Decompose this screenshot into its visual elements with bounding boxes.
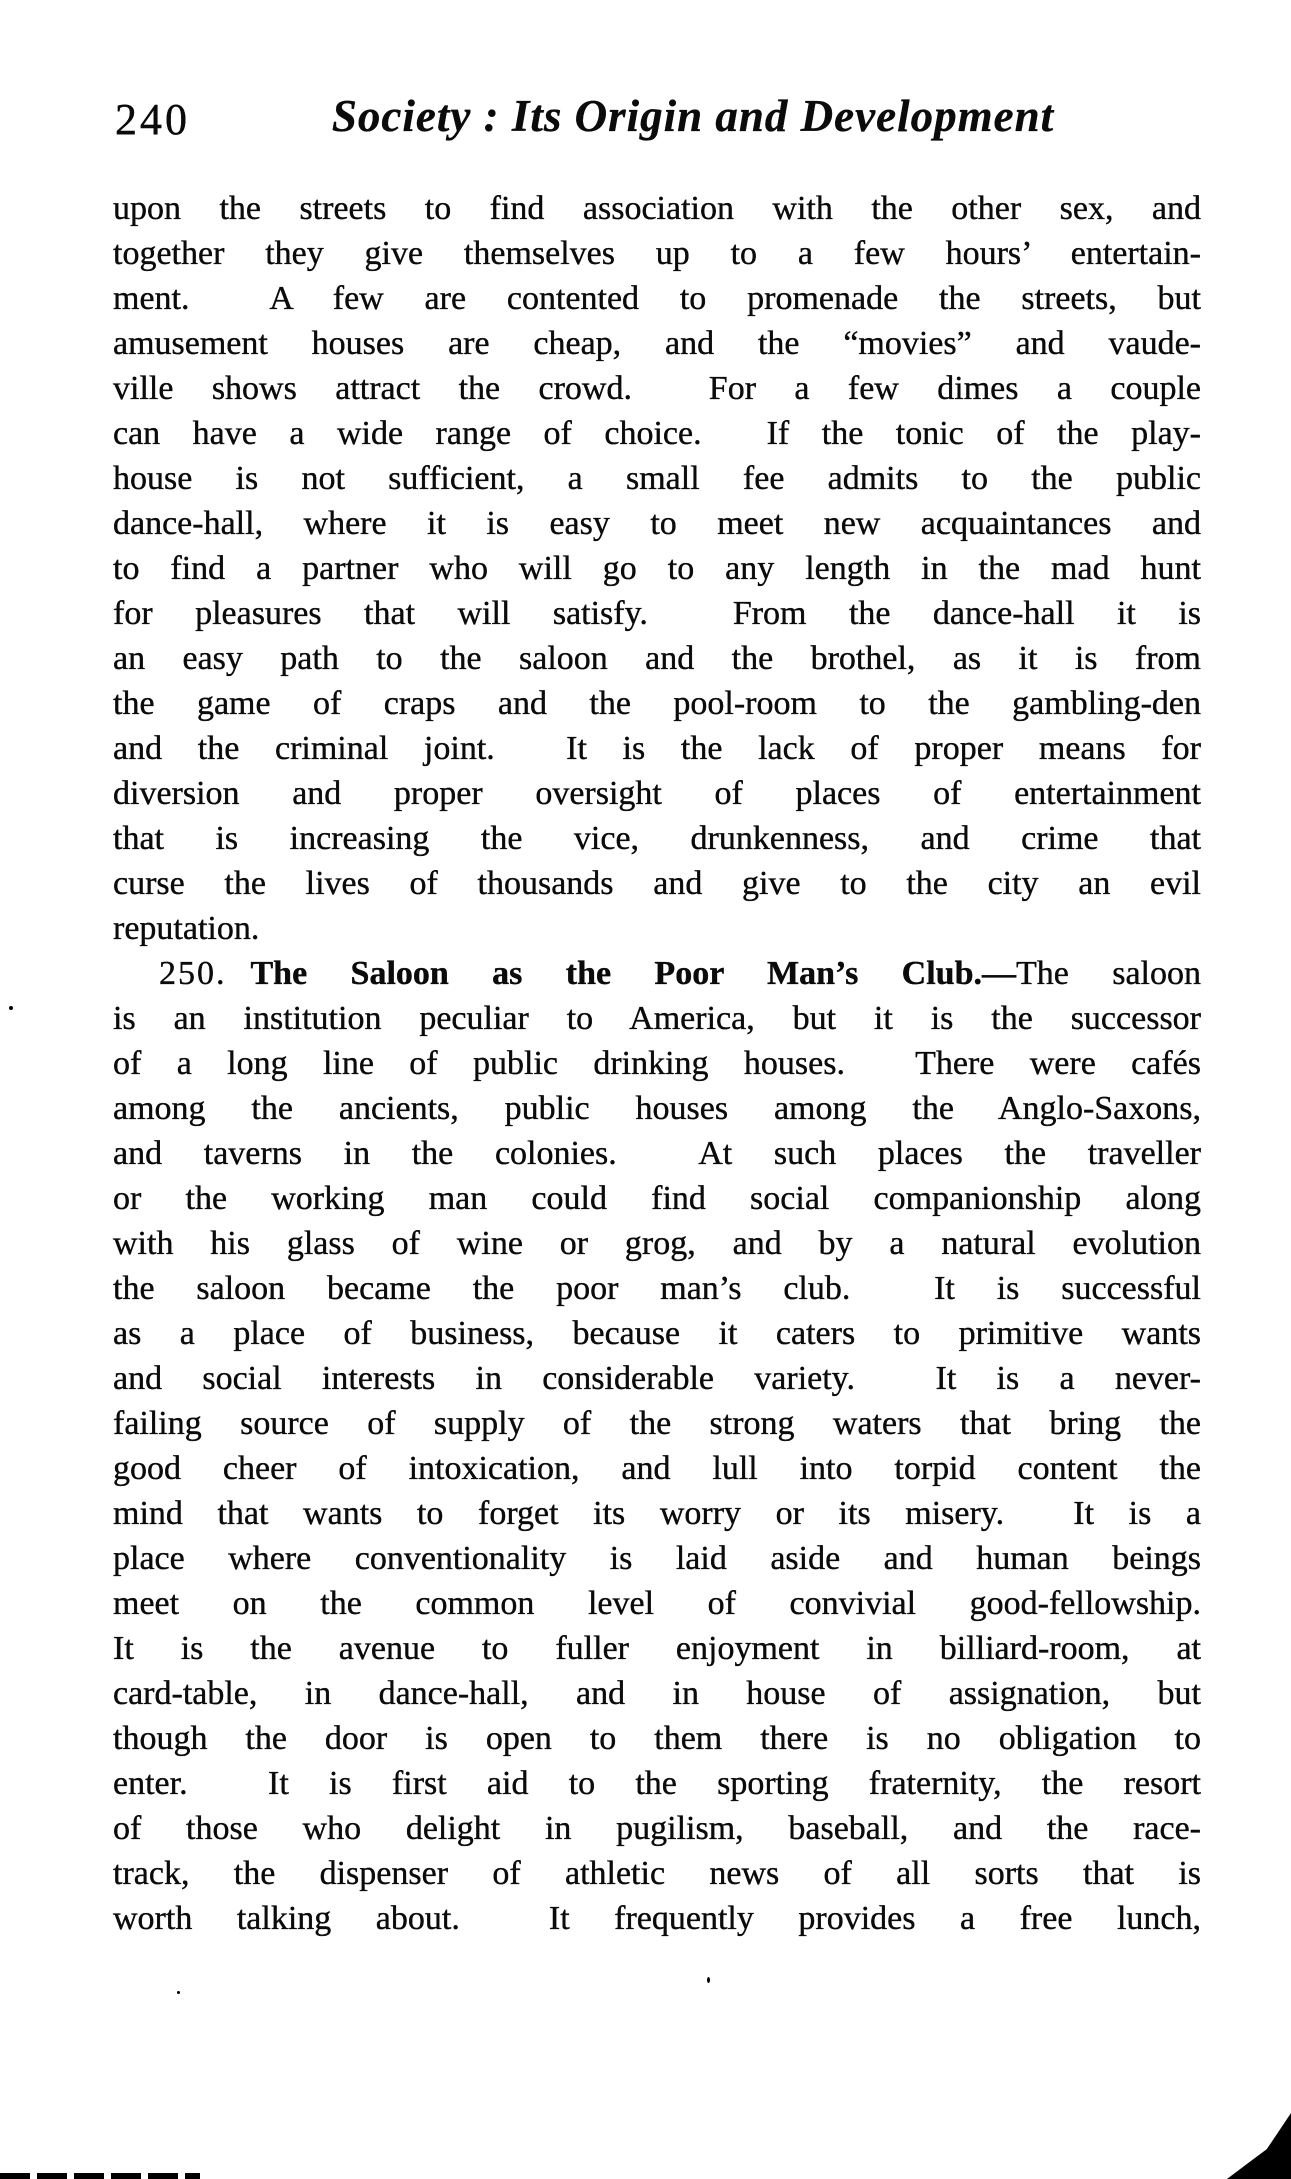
scan-speck <box>9 1006 13 1010</box>
text-line: that is increasing the vice, drunkenness, and crime that <box>113 820 1201 857</box>
section-heading-line <box>113 951 1201 996</box>
text-line: curse the lives of thousands and give to the city an evil <box>113 865 1201 902</box>
page-number: 240 <box>115 95 190 144</box>
text-line: dance-hall, where it is easy to meet new acquaintances and <box>113 505 1201 542</box>
text-line: It is the avenue to fuller enjoyment in billiard-room, at <box>113 1630 1201 1667</box>
text-line: and taverns in the colonies. At such places the traveller <box>113 1135 1201 1172</box>
text-line: mind that wants to forget its worry or its misery. It is a <box>113 1495 1201 1532</box>
text-line: the game of craps and the pool-room to the gambling-den <box>113 685 1201 722</box>
text-line: upon the streets to find association with the other sex, and <box>113 190 1201 227</box>
text-line: and the criminal joint. It is the lack of proper means for <box>113 730 1201 767</box>
text-line: amusement houses are cheap, and the “movies” and vaude- <box>113 325 1201 362</box>
page-text <box>113 186 1201 1941</box>
text-line: diversion and proper oversight of places of entertainment <box>113 775 1201 812</box>
text-line: meet on the common level of convivial good-fellowship. <box>113 1585 1201 1622</box>
text-line: and social interests in considerable variety. It is a never- <box>113 1360 1201 1397</box>
text-line: failing source of supply of the strong waters that bring the <box>113 1405 1201 1442</box>
scan-artifact-page-corner <box>1227 2113 1291 2179</box>
text-line: good cheer of intoxication, and lull into torpid content the <box>113 1450 1201 1487</box>
text-line: is an institution peculiar to America, but it is the successor <box>113 1000 1201 1037</box>
scan-speck <box>707 1977 710 1983</box>
text-line: as a place of business, because it caters to primitive wants <box>113 1315 1201 1352</box>
text-line: of those who delight in pugilism, baseball, and the race- <box>113 1810 1201 1847</box>
scan-speck <box>177 1991 180 1994</box>
text-run: The saloon <box>1016 955 1201 992</box>
text-line: worth talking about. It frequently provides a free lunch, <box>113 1900 1201 1937</box>
text-line: or the working man could find social companionship along <box>113 1180 1201 1217</box>
text-line: reputation. <box>113 910 260 947</box>
text-line: together they give themselves up to a few hours’ entertain- <box>113 235 1201 272</box>
text-line: of a long line of public drinking houses. There were cafés <box>113 1045 1201 1082</box>
text-line: card-table, in dance-hall, and in house of assignation, but <box>113 1675 1201 1712</box>
text-line: among the ancients, public houses among the Anglo-Saxons, <box>113 1090 1201 1127</box>
text-line: house is not sufficient, a small fee admits to the public <box>113 460 1201 497</box>
text-line: to find a partner who will go to any length in the mad hunt <box>113 550 1201 587</box>
text-line: can have a wide range of choice. If the tonic of the play- <box>113 415 1201 452</box>
text-line: enter. It is first aid to the sporting fraternity, the resort <box>113 1765 1201 1802</box>
text-line: track, the dispenser of athletic news of all sorts that is <box>113 1855 1201 1892</box>
text-line: though the door is open to them there is no obligation to <box>113 1720 1201 1757</box>
page-header <box>113 90 1201 146</box>
text-line: place where conventionality is laid aside and human beings <box>113 1540 1201 1577</box>
paragraph-continuation <box>113 186 1201 951</box>
section-title: The Saloon as the Poor Man’s Club.— <box>250 955 1016 992</box>
text-line: the saloon became the poor man’s club. It is successful <box>113 1270 1201 1307</box>
scan-artifact-bottom-edge <box>0 2173 200 2179</box>
text-line: with his glass of wine or grog, and by a natural evolution <box>113 1225 1201 1262</box>
paragraph-section-250 <box>113 951 1201 1941</box>
text-line: an easy path to the saloon and the brothel, as it is from <box>113 640 1201 677</box>
text-line: ville shows attract the crowd. For a few dimes a couple <box>113 370 1201 407</box>
section-number: 250. <box>159 955 227 992</box>
text-line: ment. A few are contented to promenade the streets, but <box>113 280 1201 317</box>
running-head-title: Society : Its Origin and Development <box>331 91 1055 141</box>
text-line: for pleasures that will satisfy. From the dance-hall it is <box>113 595 1201 632</box>
